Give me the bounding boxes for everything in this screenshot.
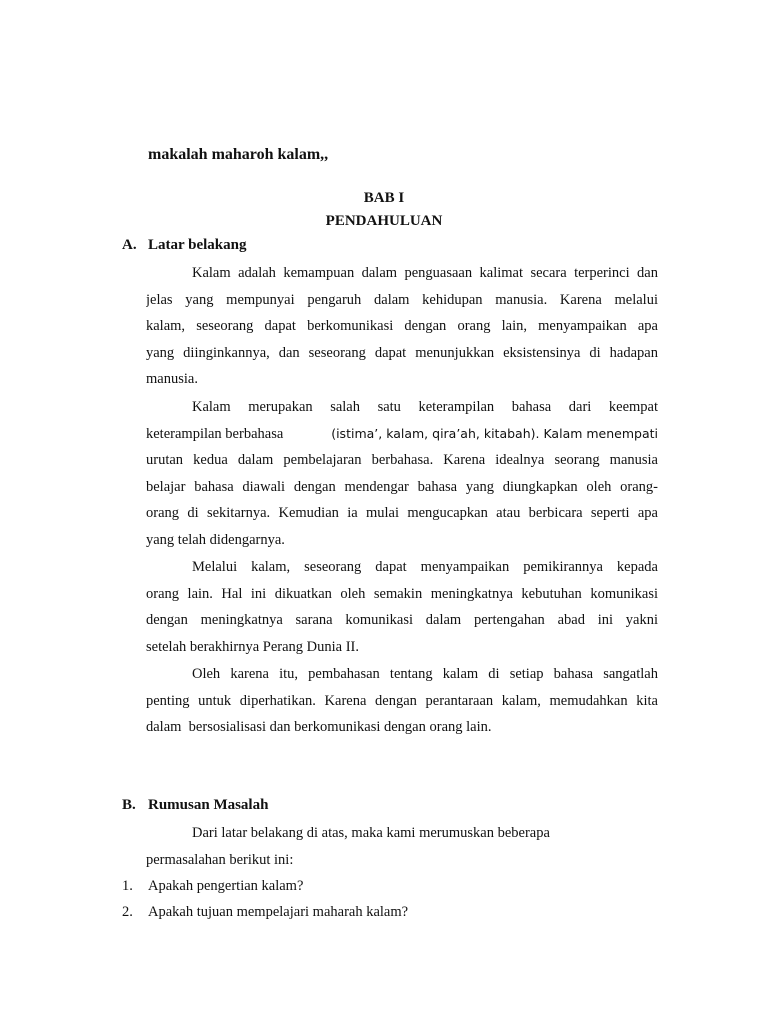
paragraph-line-part-sans: (istima’, kalam, qira’ah, kitabah). Kalam menempati [331, 425, 658, 441]
paragraph-line: dalam bersosialisasi dan berkomunikasi dengan orang lain. [146, 719, 492, 735]
paragraph-line [146, 421, 658, 448]
paragraph-line: Melalui kalam, seseorang dapat menyampaikan pemikirannya kepada [192, 559, 658, 575]
paragraph-line: penting untuk diperhatikan. Karena dengan perantaraan kalam, memudahkan kita [146, 692, 658, 709]
paragraph-3 [146, 554, 658, 660]
paragraph-line: manusia. [146, 371, 198, 387]
list-item-text: Apakah pengertian kalam? [148, 878, 304, 894]
section-b-marker: B. [122, 797, 136, 813]
paragraph-line: dengan meningkatnya sarana komunikasi dalam pertengahan abad ini yakni [146, 612, 658, 628]
paragraph-line: Kalam adalah kemampuan dalam penguasaan kalimat secara terperinci dan [192, 265, 658, 281]
section-a-heading-text: Latar belakang [148, 237, 247, 253]
paragraph-line: yang telah didengarnya. [146, 531, 285, 548]
paragraph-2 [146, 394, 658, 553]
paragraph-line: permasalahan berikut ini: [146, 851, 294, 868]
list-item-number: 2. [122, 904, 133, 920]
chapter-number: BAB I [363, 190, 405, 206]
paragraph-line: orang lain. Hal ini dikuatkan oleh semakin meningkatnya kebutuhan komunikasi [146, 585, 658, 602]
paragraph-line: belajar bahasa diawali dengan mendengar bahasa yang diungkapkan oleh orang- [146, 478, 658, 495]
paragraph-line: orang di sekitarnya. Kemudian ia mulai mengucapkan atau berbicara seperti apa [146, 505, 658, 521]
paragraph-line: urutan kedua dalam pembelajaran berbahasa. Karena idealnya seorang manusia [146, 452, 658, 468]
list-item [122, 904, 408, 921]
list-item-text: Apakah tujuan mempelajari maharah kalam? [148, 904, 409, 920]
paragraph-line: yang diinginkannya, dan seseorang dapat menunjukkan eksistensinya di hadapan [146, 344, 658, 361]
section-b-heading-text: Rumusan Masalah [148, 797, 269, 813]
paragraph-1 [146, 260, 658, 393]
document-title: makalah maharoh kalam,, [148, 146, 329, 163]
list-item-number: 1. [122, 878, 133, 894]
paragraph-5 [146, 820, 658, 873]
chapter-title: PENDAHULUAN [325, 213, 443, 229]
paragraph-line: setelah berakhirnya Perang Dunia II. [146, 638, 359, 655]
list-item [122, 878, 303, 895]
section-a-marker: A. [122, 237, 137, 253]
paragraph-line: jelas yang mempunyai pengaruh dalam kehidupan manusia. Karena melalui [146, 291, 658, 308]
paragraph-line: Kalam merupakan salah satu keterampilan bahasa dari keempat [192, 399, 658, 415]
section-b-heading [122, 797, 268, 814]
paragraph-line: kalam, seseorang dapat berkomunikasi dengan orang lain, menyampaikan apa [146, 318, 658, 334]
paragraph-line: Dari latar belakang di atas, maka kami merumuskan beberapa [192, 825, 550, 841]
paragraph-4 [146, 661, 658, 741]
paragraph-line-part: keterampilan berbahasa [146, 425, 284, 442]
paragraph-line: Oleh karena itu, pembahasan tentang kalam di setiap bahasa sangatlah [192, 666, 658, 682]
section-a-heading [122, 237, 247, 254]
